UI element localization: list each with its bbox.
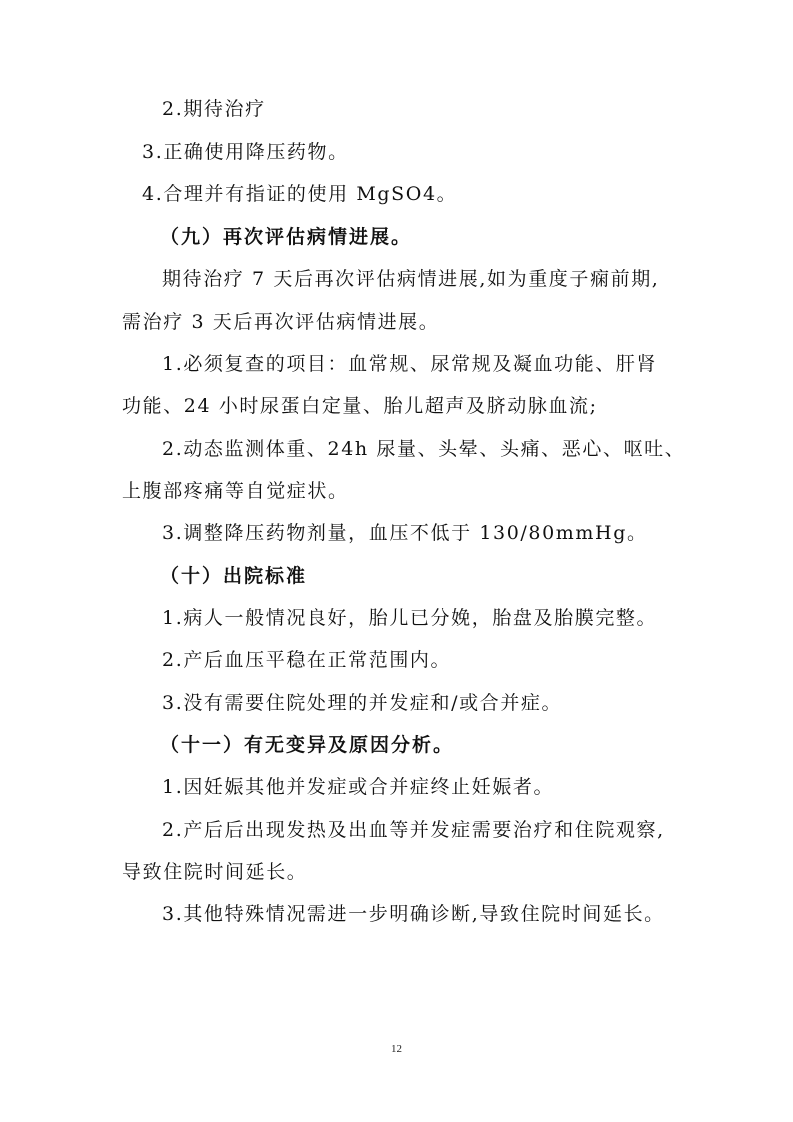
- list-item-antihypertensive: 3.正确使用降压药物。: [142, 141, 349, 163]
- list-item-required-tests-line-2: 功能、24 小时尿蛋白定量、胎儿超声及脐动脉血流;: [122, 395, 598, 417]
- section-heading-11: （十一）有无变异及原因分析。: [160, 734, 455, 756]
- list-item-variation-1: 1.因妊娠其他并发症或合并症终止妊娠者。: [162, 776, 555, 798]
- section-heading-10: （十）出院标准: [160, 565, 308, 587]
- list-item-expectant-treatment: 2.期待治疗: [162, 98, 266, 120]
- page-number: 12: [391, 1043, 402, 1055]
- section-heading-9: （九）再次评估病情进展。: [160, 226, 413, 248]
- paragraph-reassess-line-2: 需治疗 3 天后再次评估病情进展。: [122, 311, 440, 333]
- list-item-monitoring-line-2: 上腹部疼痛等自觉症状。: [122, 480, 349, 502]
- list-item-mgso4: 4.合理并有指证的使用 MgSO4。: [142, 183, 458, 205]
- list-item-adjust-dosage: 3.调整降压药物剂量，血压不低于 130/80mmHg。: [162, 522, 648, 544]
- list-item-required-tests-line-1: 1.必须复查的项目：血常规、尿常规及凝血功能、肝肾: [162, 353, 658, 375]
- list-item-monitoring-line-1: 2.动态监测体重、24h 尿量、头晕、头痛、恶心、呕吐、: [162, 438, 686, 460]
- list-item-variation-2-line-2: 导致住院时间延长。: [122, 861, 308, 883]
- list-item-discharge-bp: 2.产后血压平稳在正常范围内。: [162, 649, 452, 671]
- paragraph-reassess-line-1: 期待治疗 7 天后再次评估病情进展,如为重度子痫前期,: [162, 268, 660, 290]
- list-item-variation-2-line-1: 2.产后后出现发热及出血等并发症需要治疗和住院观察,: [162, 819, 665, 841]
- list-item-discharge-complications: 3.没有需要住院处理的并发症和/或合并症。: [162, 692, 563, 714]
- list-item-variation-3: 3.其他特殊情况需进一步明确诊断,导致住院时间延长。: [162, 903, 665, 925]
- list-item-discharge-condition: 1.病人一般情况良好，胎儿已分娩，胎盘及胎膜完整。: [162, 607, 658, 629]
